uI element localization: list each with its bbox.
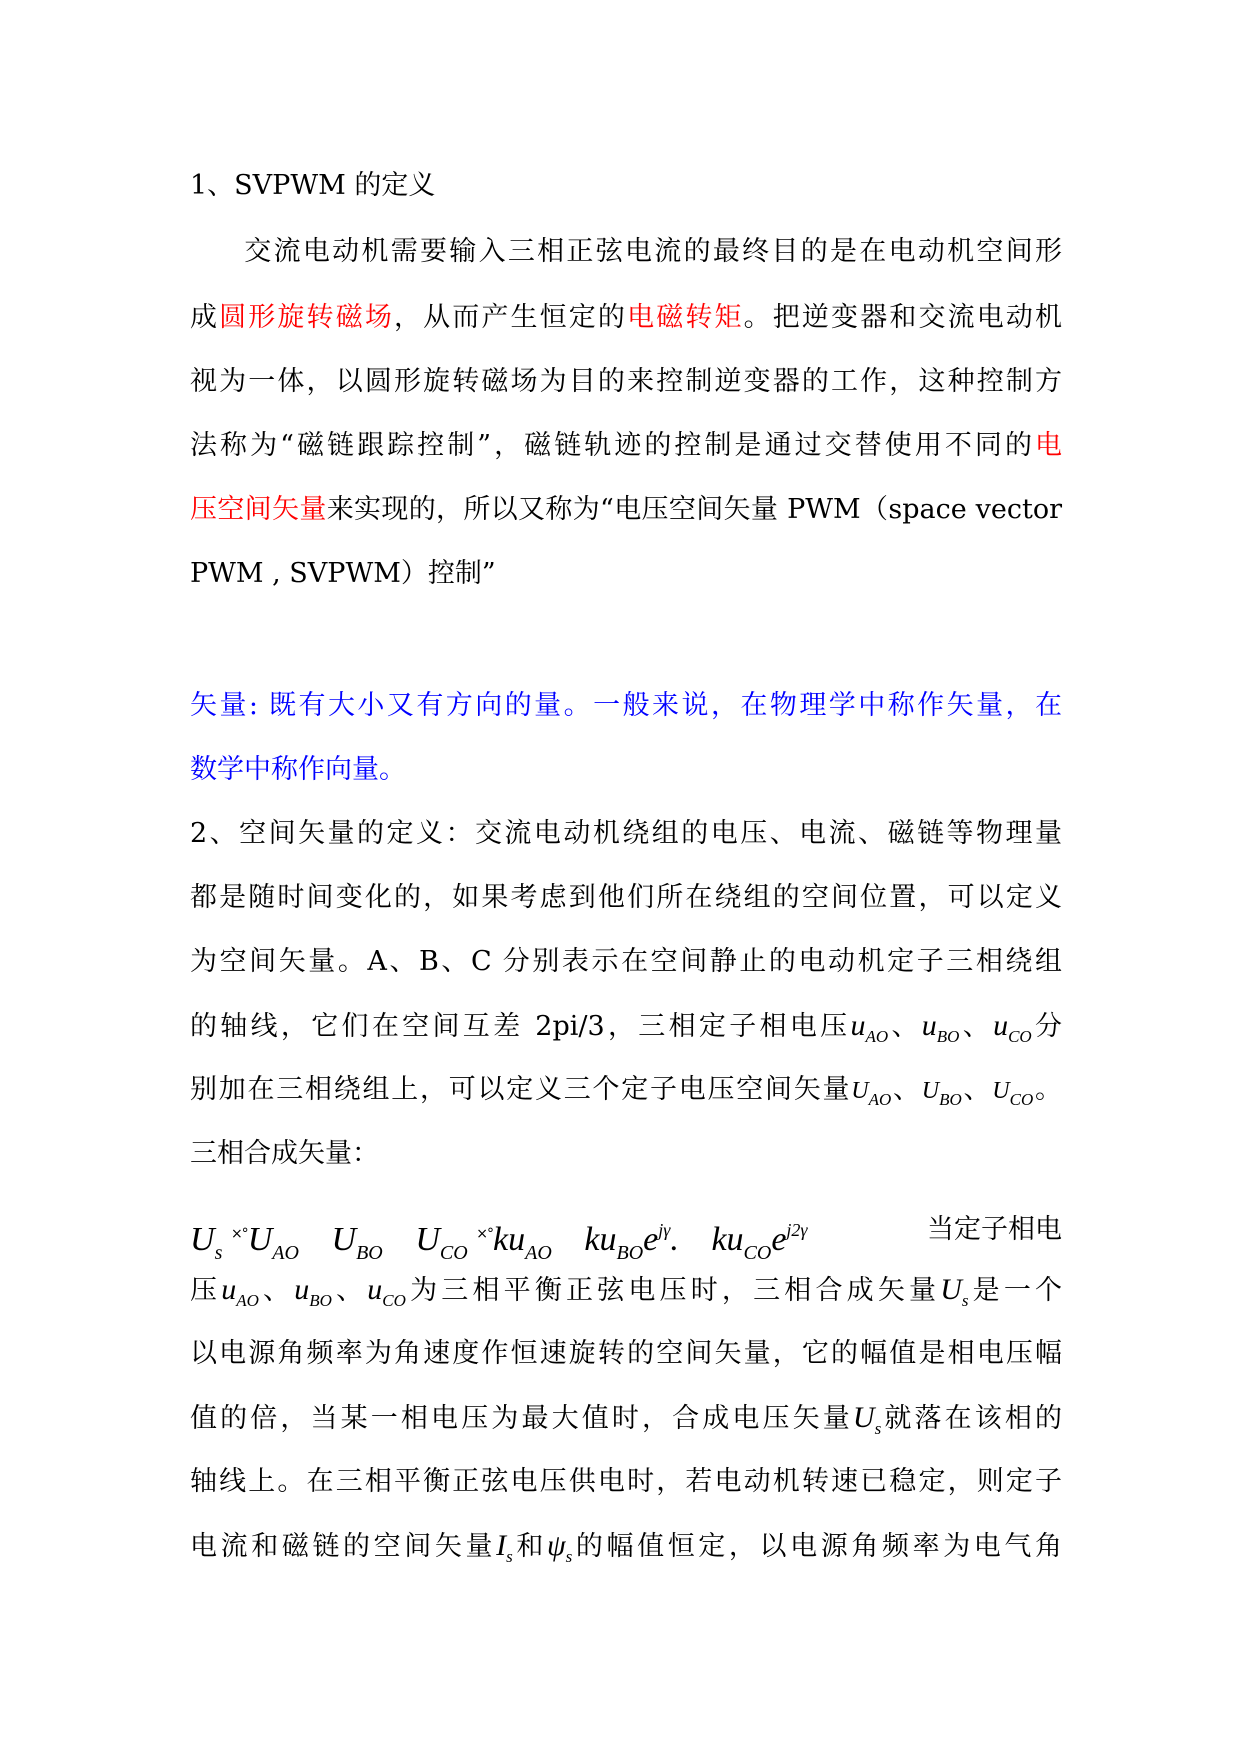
symbol-U-co: $U_{CO}$ — [992, 1078, 1034, 1109]
highlight-voltage-vector: 压空间矢量 — [190, 494, 327, 525]
paragraph-1-line-3: 视为一体，以圆形旋转磁场为目的来控制逆变器的工作，这种控制方 — [190, 366, 1062, 397]
paragraph-3-line-4: 轴线上。在三相平衡正弦电压供电时，若电动机转速已稳定，则定子 — [190, 1466, 1062, 1497]
symbol-u-co: $u_{CO}$ — [993, 1009, 1032, 1046]
symbol-Us: $U_s$ — [940, 1273, 969, 1310]
symbol-u-bo: $u_{BO}$ — [921, 1009, 960, 1046]
eq-U-ao: $U_{AO}$ — [247, 1221, 299, 1264]
eq-ku-co-exp: $ku_{CO}e^{j2\gamma}$ — [711, 1220, 808, 1264]
eq-U-co: $U_{CO}$ — [415, 1221, 468, 1264]
highlight-rotating-field: 圆形旋转磁场 — [219, 302, 394, 333]
eq-ku-bo-exp: $ku_{BO}e^{j\gamma}$. — [584, 1220, 679, 1264]
symbol-Us-2: $U_s$ — [852, 1401, 882, 1438]
paragraph-2-line-4: 的轴线，它们在空间互差 2pi/3，三相定子相电压$u_{AO}$、$u_{BO}$、$u_{CO}$分 — [190, 1009, 1062, 1046]
paragraph-3-line-2: 以电源角频率为角速度作恒速旋转的空间矢量，它的幅值是相电压幅 — [190, 1338, 1062, 1369]
paragraph-2-line-3: 为空间矢量。A、B、C 分别表示在空间静止的电动机定子三相绕组 — [190, 946, 1062, 977]
paragraph-1-line-6: PWM , SVPWM）控制” — [190, 558, 496, 589]
paragraph-3-line-3: 值的倍，当某一相电压为最大值时，合成电压矢量$U_s$就落在该相的 — [190, 1401, 1063, 1438]
paragraph-2-line-2: 都是随时间变化的，如果考虑到他们所在绕组的空间位置，可以定义 — [190, 882, 1062, 913]
paragraph-1-line-1: 交流电动机需要输入三相正弦电流的最终目的是在电动机空间形 — [242, 236, 1062, 267]
symbol-u-bo-2: $u_{BO}$ — [294, 1273, 332, 1310]
eq-garbled-equals-1: ×° — [230, 1226, 248, 1242]
paragraph-2-line-5: 别加在三相绕组上，可以定义三个定子电压空间矢量$U_{AO}$、$U_{BO}$、$U_{CO}$。 — [190, 1074, 1062, 1109]
vector-note-line-1: 矢量: 既有大小又有方向的量。一般来说，在物理学中称作矢量，在 — [190, 690, 1062, 721]
paragraph-3-line-1: 压$u_{AO}$、$u_{BO}$、$u_{CO}$为三相平衡正弦电压时，三相合成矢量$U_s$是一个 — [190, 1273, 1063, 1310]
paragraph-1-line-5: 压空间矢量来实现的，所以又称为“电压空间矢量 PWM（space vector — [190, 494, 1062, 525]
eq-ku-ao: $ku_{AO}$ — [493, 1221, 552, 1264]
symbol-U-ao: $U_{AO}$ — [851, 1078, 892, 1109]
paragraph-2-line-6: 三相合成矢量： — [190, 1138, 379, 1169]
symbol-u-co-2: $u_{CO}$ — [367, 1273, 406, 1310]
paragraph-1-line-2: 成圆形旋转磁场，从而产生恒定的电磁转矩。把逆变器和交流电动机 — [190, 302, 1063, 333]
symbol-U-bo: $U_{BO}$ — [921, 1078, 962, 1109]
equation-line: $U_s$ $^{\times^\circ}U_{AO}$ $U_{BO}$ $U_{CO}$ $^{\times^\circ}ku_{AO}$ $ku_{BO}e^{j\gamma}$. $ku_{CO}e^{j2\gamma}$ 当定子相电 — [190, 1214, 1062, 1264]
eq-Us: $U_s$ — [190, 1221, 223, 1264]
paragraph-1-line-4: 法称为“磁链跟踪控制”，磁链轨迹的控制是通过交替使用不同的电 — [190, 430, 1062, 461]
symbol-psi-s: $\psi_s$ — [546, 1529, 573, 1566]
symbol-u-ao-2: $u_{AO}$ — [221, 1273, 259, 1310]
highlight-torque: 电磁转矩 — [627, 302, 744, 333]
symbol-u-ao: $u_{AO}$ — [850, 1009, 889, 1046]
paragraph-2-line-1: 2、空间矢量的定义：交流电动机绕组的电压、电流、磁链等物理量 — [190, 818, 1062, 849]
section-heading-1: 1、SVPWM 的定义 — [190, 170, 436, 201]
vector-note-line-2: 数学中称作向量。 — [190, 754, 406, 785]
eq-garbled-equals-2: ×° — [476, 1226, 494, 1242]
symbol-Is: $I_s$ — [496, 1529, 513, 1566]
paragraph-3-line-5: 电流和磁链的空间矢量$I_s$和$\psi_s$的幅值恒定，以电源角频率为电气角 — [190, 1529, 1063, 1566]
eq-U-bo: $U_{BO}$ — [331, 1221, 383, 1264]
